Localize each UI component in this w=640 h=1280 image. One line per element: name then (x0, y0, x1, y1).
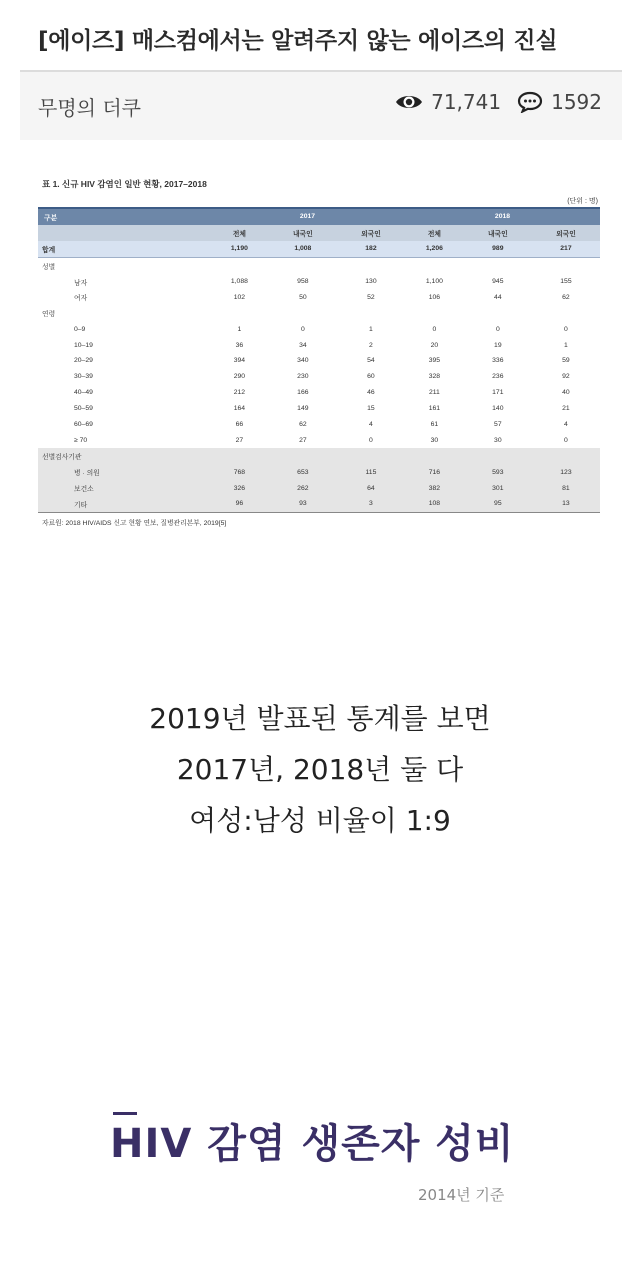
eye-icon (395, 93, 423, 111)
table-source: 자료원: 2018 HIV/AIDS 신고 현황 연보, 질병관리본부, 2019[5] (42, 519, 227, 527)
cell: 66 (235, 421, 244, 429)
cell: 1,100 (425, 278, 443, 285)
cell: 182 (337, 241, 405, 257)
cell: 21 (562, 405, 570, 413)
table-unit: (단위 : 명) (567, 198, 598, 205)
cell: 115 (337, 464, 405, 480)
cell: 161 (428, 405, 441, 413)
cell: 54 (367, 357, 375, 365)
caption-line-3: 여성:남성 비율이 1:9 (189, 804, 451, 837)
cell: 50 (299, 293, 307, 301)
cell: 46 (367, 389, 375, 397)
cell: 301 (464, 480, 532, 496)
row-label: 20–29 (74, 357, 93, 365)
cell: 62 (299, 421, 307, 429)
table-group-header (38, 305, 600, 321)
cell: 1 (237, 325, 242, 333)
row-label: 합계 (38, 241, 210, 257)
cell: 1 (369, 325, 373, 333)
cell: 0 (300, 325, 305, 333)
table-row (38, 274, 600, 290)
table-body (38, 241, 600, 513)
cell: 106 (428, 293, 441, 301)
caption-line-2: 2017년, 2018년 둘 다 (176, 753, 464, 786)
cell: 1,088 (230, 278, 248, 285)
cell: 3 (337, 496, 405, 512)
cell: 326 (210, 480, 269, 496)
cell: 13 (532, 496, 600, 512)
row-label: 남자 (74, 279, 88, 287)
cell: 20 (430, 341, 439, 349)
subheader: 외국인 (337, 225, 405, 241)
year-header: 2017 (210, 208, 405, 225)
group-label: 연령 (42, 311, 56, 319)
row-label: 30–39 (74, 373, 93, 381)
row-label: 0–9 (74, 325, 86, 333)
table-row (38, 417, 600, 433)
cell: 211 (428, 389, 440, 397)
cell: 62 (562, 293, 570, 301)
cell: 989 (464, 241, 532, 257)
subheader: 전체 (210, 225, 269, 241)
speech-bubble-icon (517, 91, 543, 113)
table-row (38, 401, 600, 417)
table-row (38, 496, 600, 512)
cell: 61 (430, 421, 439, 429)
post-stats (395, 90, 602, 114)
cell: 1,206 (405, 241, 464, 257)
cell: 716 (405, 464, 464, 480)
cell: 27 (235, 436, 244, 444)
cell: 108 (405, 496, 464, 512)
cell: 0 (369, 436, 373, 444)
cell: 395 (428, 357, 441, 365)
cell: 340 (297, 357, 309, 365)
table-group-header (38, 448, 600, 464)
row-label: 보건소 (38, 480, 210, 496)
hiv-stats-table (38, 207, 600, 513)
cell: 40 (562, 389, 570, 397)
year-header: 2018 (405, 208, 600, 225)
cell: 149 (297, 405, 309, 413)
table-row (38, 369, 600, 385)
cell: 593 (464, 464, 532, 480)
table-row (38, 321, 600, 337)
table-row (38, 353, 600, 369)
cell: 653 (269, 464, 337, 480)
cell: 34 (299, 341, 307, 349)
subheader: 내국인 (269, 225, 337, 241)
cell: 15 (367, 405, 375, 413)
cell: 290 (233, 373, 246, 381)
cell: 4 (564, 421, 568, 429)
cell: 945 (492, 278, 504, 285)
cell: 958 (297, 278, 309, 285)
cell: 0 (495, 325, 500, 333)
row-label: ≥ 70 (74, 436, 88, 444)
cell: 30 (494, 436, 502, 444)
cell: 768 (210, 464, 269, 480)
cell: 171 (492, 389, 504, 397)
row-label: 병 · 의원 (38, 464, 210, 480)
row-label: 10–19 (74, 341, 93, 349)
caption-line-1: 2019년 발표된 통계를 보면 (149, 702, 491, 735)
table-group-header (38, 257, 600, 273)
cell: 1 (564, 341, 568, 349)
table-row-total (38, 241, 600, 257)
cell: 382 (405, 480, 464, 496)
row-label: 40–49 (74, 389, 93, 397)
view-count (395, 90, 501, 114)
subheader: 내국인 (464, 225, 532, 241)
table-row (38, 289, 600, 305)
cell: 217 (532, 241, 600, 257)
cell: 155 (560, 278, 572, 285)
view-count-value: 71,741 (431, 90, 502, 114)
table-row (38, 385, 600, 401)
row-label: 여자 (74, 295, 88, 303)
cell: 4 (369, 421, 373, 429)
cell: 0 (432, 325, 437, 333)
cell: 27 (299, 436, 307, 444)
row-label: 기타 (38, 496, 210, 512)
table-row (38, 337, 600, 353)
group-label: 선별검사기관 (38, 448, 600, 464)
cell: 102 (233, 293, 246, 301)
cell: 60 (367, 373, 375, 381)
author-name[interactable]: 무명의 더쿠 (38, 96, 141, 120)
cell: 212 (233, 389, 246, 397)
cell: 93 (269, 496, 337, 512)
cell: 2 (369, 341, 373, 349)
infographic-subtitle: 2014년 기준 (418, 1186, 505, 1204)
cell: 236 (492, 373, 504, 381)
cell: 57 (494, 421, 502, 429)
cell: 52 (367, 293, 375, 301)
table-row (38, 480, 600, 496)
hiv-stats-table-image (30, 178, 602, 527)
post-meta-bar (20, 70, 622, 140)
cell: 140 (492, 405, 504, 413)
cell: 336 (492, 357, 504, 365)
cell: 262 (269, 480, 337, 496)
cell: 81 (532, 480, 600, 496)
cell: 123 (532, 464, 600, 480)
cell: 96 (210, 496, 269, 512)
table-row (38, 464, 600, 480)
cell: 59 (562, 357, 570, 365)
cell: 328 (428, 373, 441, 381)
cell: 0 (564, 325, 568, 333)
row-label: 50–59 (74, 405, 93, 413)
table-header-label: 구분 (38, 208, 210, 225)
cell: 230 (297, 373, 309, 381)
cell: 30 (430, 436, 439, 444)
comment-count-value: 1592 (551, 90, 602, 114)
infographic-title: HIV 감염 생존자 성비 (110, 1121, 515, 1167)
cell: 36 (235, 341, 244, 349)
cell: 164 (233, 405, 246, 413)
table-title: 표 1. 신규 HIV 감염인 일반 현황, 2017–2018 (42, 179, 207, 189)
table-row (38, 432, 600, 448)
cell: 64 (337, 480, 405, 496)
cell: 19 (494, 341, 502, 349)
cell: 166 (297, 389, 309, 397)
cell: 1,008 (269, 241, 337, 257)
row-label: 60–69 (74, 421, 93, 429)
cell: 95 (464, 496, 532, 512)
cell: 0 (564, 436, 568, 444)
subheader: 전체 (405, 225, 464, 241)
cell: 44 (494, 293, 502, 301)
subheader: 외국인 (532, 225, 600, 241)
comment-count[interactable] (517, 90, 602, 114)
cell: 394 (233, 357, 246, 365)
cell: 92 (562, 373, 570, 381)
post-title: [에이즈] 매스컴에서는 알려주지 않는 에이즈의 진실 (38, 28, 558, 54)
cell: 130 (365, 278, 377, 285)
cell: 1,190 (210, 241, 269, 257)
group-label: 성별 (42, 263, 56, 271)
